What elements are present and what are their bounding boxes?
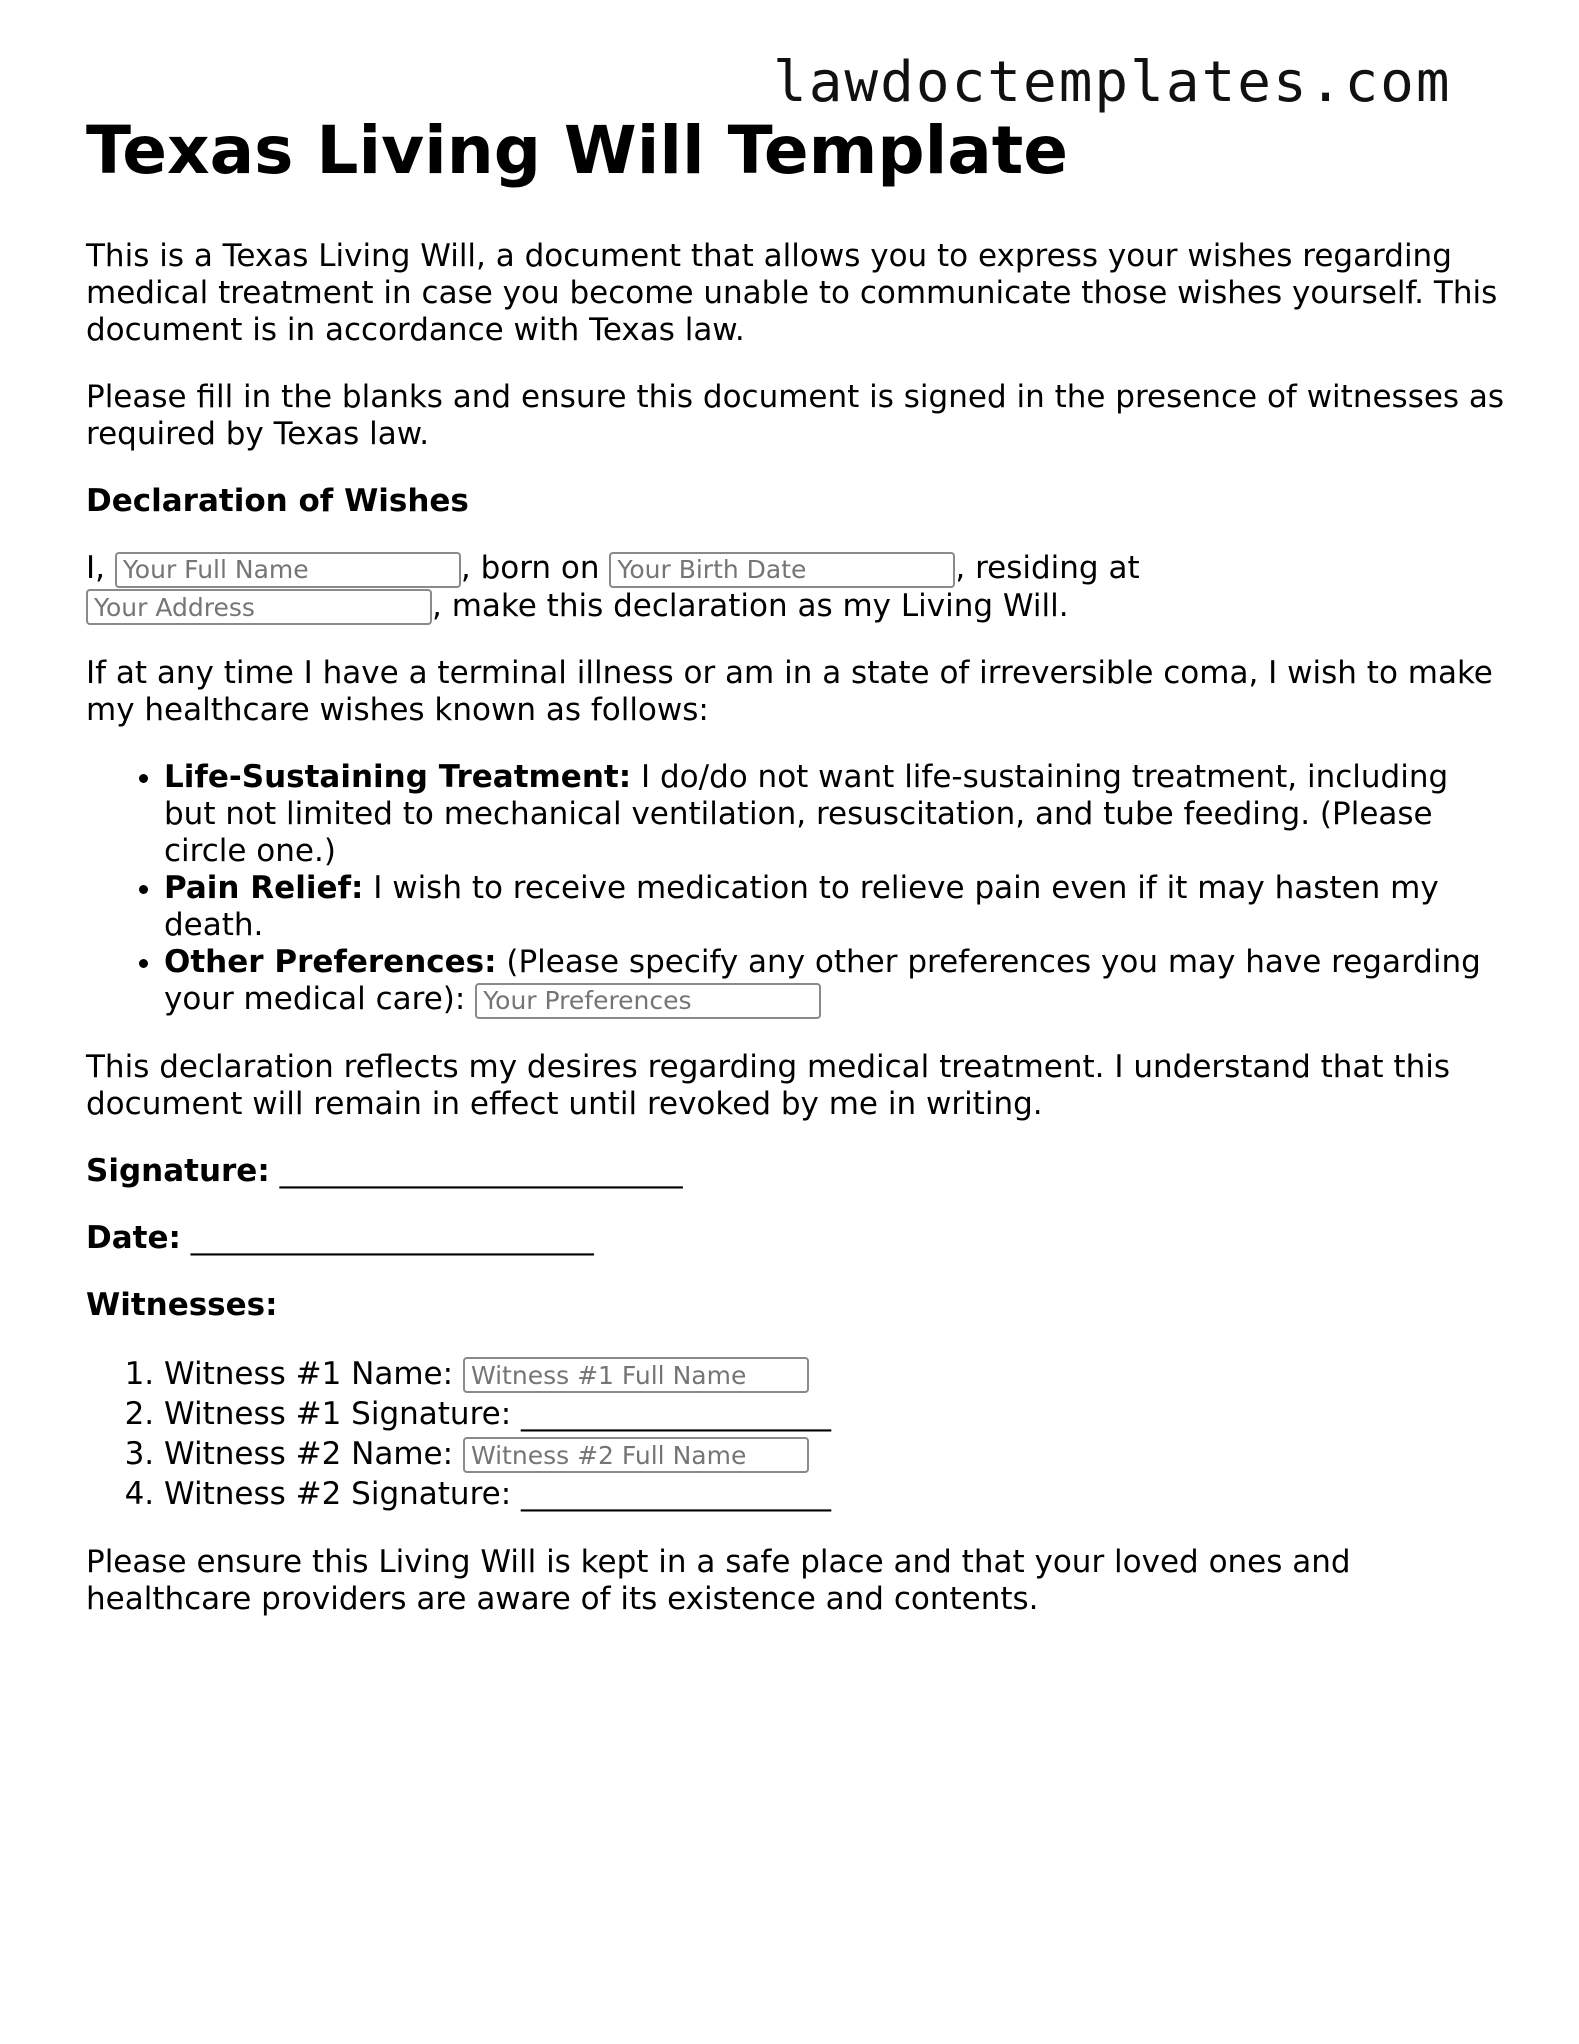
witness-label: Witness #1 Name: [164, 1355, 454, 1392]
address-input[interactable] [86, 589, 432, 625]
wish-item [164, 870, 1506, 944]
reflection-paragraph: This declaration reflects my desires regarding medical treatment. I understand that this document will remain in effect until revoked by me in writing. [86, 1048, 1450, 1122]
wish-text: I do/do not want life-sustaining treatment, including but not limited to mechanical ventilation, resuscitation, and tube feeding. (Please circle one.) [164, 759, 1449, 869]
condition-paragraph: If at any time I have a terminal illness or am in a state of irreversible coma, I wish to make my healthcare wishes known as follows: [86, 655, 1493, 728]
declaration-suffix: , make this declaration as my Living Will. [432, 587, 1069, 624]
witnesses-list [86, 1354, 1506, 1514]
wish-item [164, 944, 1506, 1019]
witnesses-heading: Witnesses: [86, 1286, 278, 1323]
witness-label: Witness #1 Signature: [164, 1395, 512, 1432]
date-line [86, 1220, 1506, 1257]
witness-item [164, 1434, 1506, 1474]
birth-date-input[interactable] [609, 552, 955, 588]
wish-label: Life-Sustaining Treatment: [164, 759, 632, 795]
full-name-input[interactable] [115, 552, 461, 588]
page-title: Texas Living Will Template [86, 112, 1069, 189]
signature-blank[interactable]: __________________________ [279, 1152, 683, 1189]
wish-item [164, 759, 1506, 870]
watermark: lawdoctemplates.com [773, 50, 1452, 115]
witness-item [164, 1354, 1506, 1394]
witness-item [164, 1474, 1506, 1514]
signature-line [86, 1153, 1506, 1190]
document [86, 112, 1506, 1618]
witness-1-signature-blank[interactable]: ____________________ [521, 1395, 832, 1432]
date-blank[interactable]: __________________________ [190, 1219, 594, 1256]
witness-2-signature-blank[interactable]: ____________________ [521, 1475, 832, 1512]
signature-label: Signature: [86, 1152, 270, 1189]
witness-2-name-input[interactable] [463, 1437, 809, 1473]
declaration-heading: Declaration of Wishes [86, 483, 469, 519]
residing-at-text: , residing at [955, 550, 1140, 586]
witness-label: Witness #2 Signature: [164, 1475, 512, 1512]
born-on-text: , born on [460, 550, 600, 586]
wish-label: Pain Relief: [164, 870, 364, 906]
date-label: Date: [86, 1219, 181, 1256]
witness-item [164, 1394, 1506, 1434]
witness-label: Witness #2 Name: [164, 1435, 454, 1472]
wish-text: I wish to receive medication to relieve pain even if it may hasten my death. [164, 870, 1439, 943]
wishes-list [86, 759, 1506, 1019]
wish-label: Other Preferences: [164, 944, 497, 980]
declaration-sentence [86, 550, 1506, 625]
closing-paragraph: Please ensure this Living Will is kept in a safe place and that your loved ones and healthcare providers are aware of its existence and contents. [86, 1543, 1351, 1617]
wish-text: (Please specify any other preferences you may have regarding your medical care): [164, 944, 1481, 1017]
witness-1-name-input[interactable] [463, 1357, 809, 1393]
declaration-prefix: I, [86, 550, 105, 586]
intro-paragraph: This is a Texas Living Will, a document that allows you to express your wishes regarding medical treatment in case you become unable to communicate those wishes yourself. This document is in accordance with Texas law. [86, 238, 1498, 348]
preferences-input[interactable] [475, 983, 821, 1019]
instructions-paragraph: Please fill in the blanks and ensure this document is signed in the presence of witnesses as required by Texas law. [86, 379, 1505, 452]
